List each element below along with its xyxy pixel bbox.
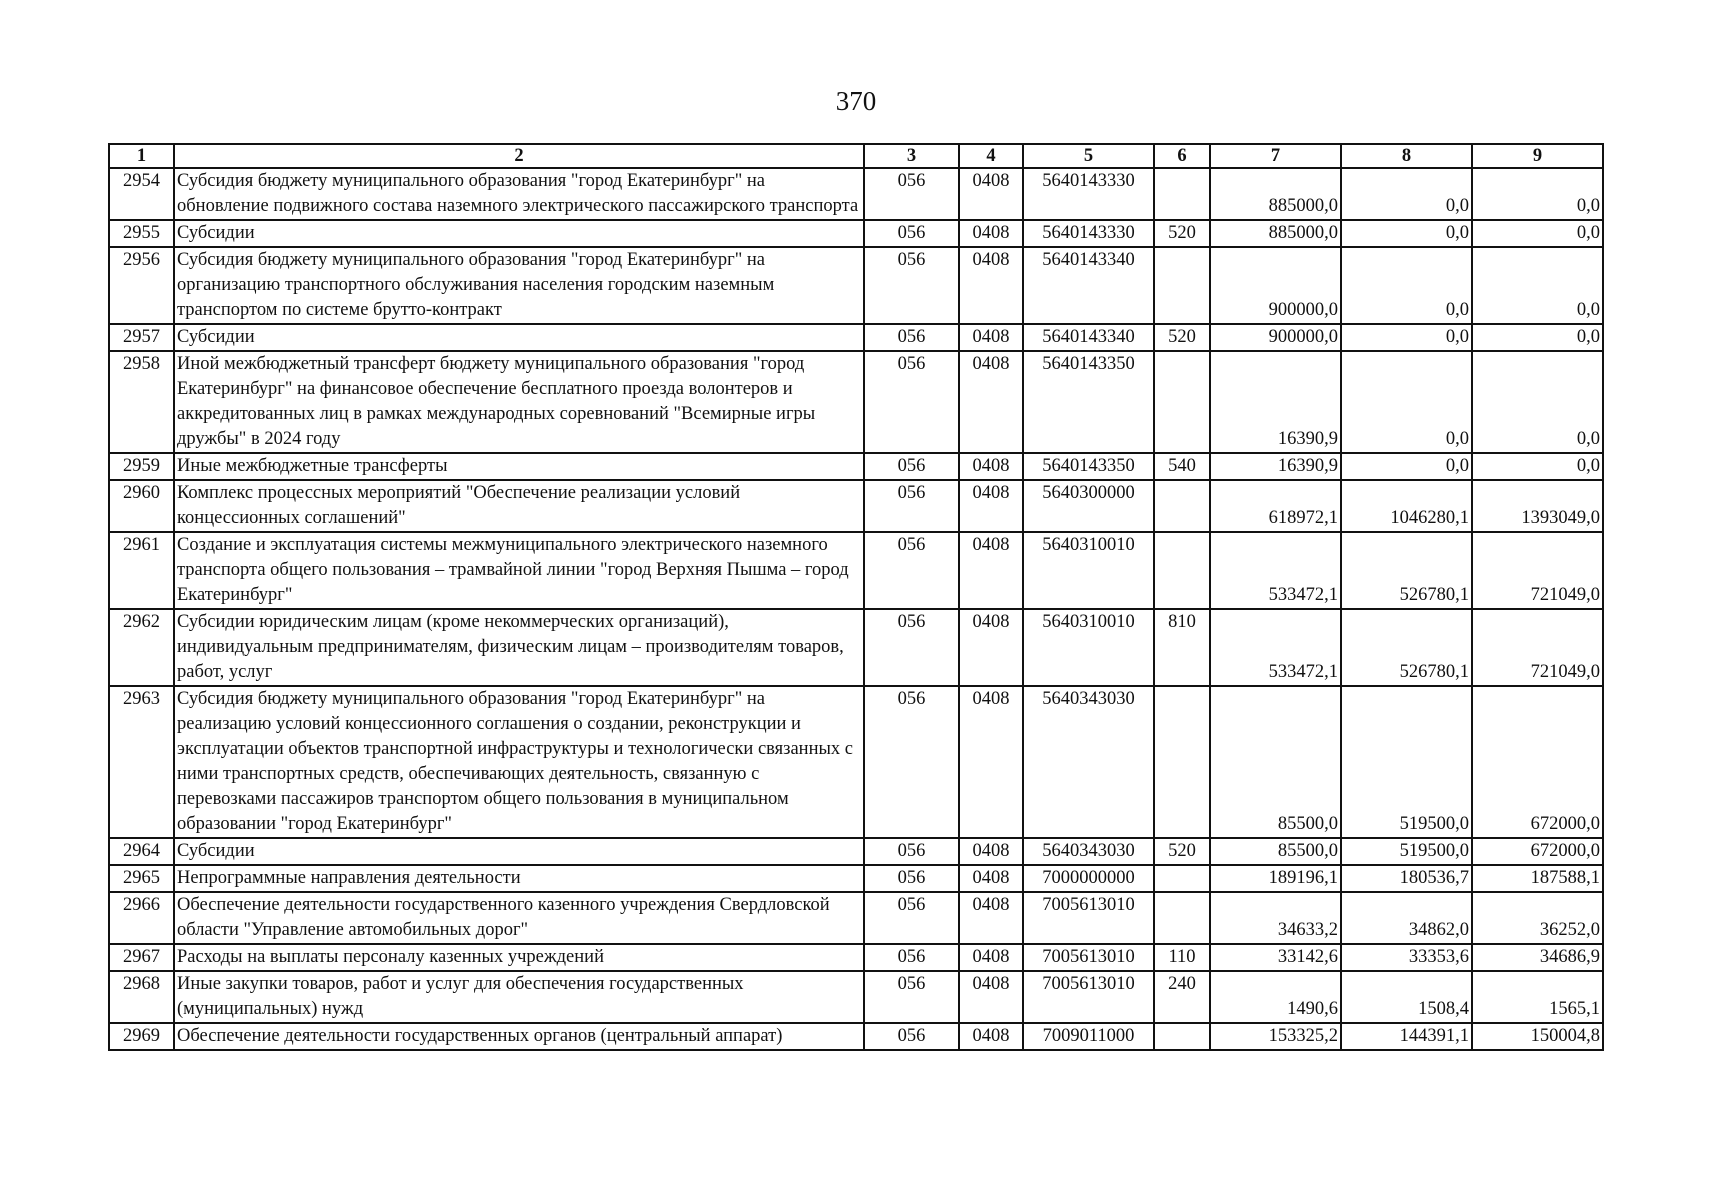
target-article-code: 5640143340 [1023,324,1154,351]
amount-col-7: 885000,0 [1210,220,1341,247]
row-name: Создание и эксплуатация системы межмуниципального электрического наземного транспорта общего пользования – трамвайной линии "город Верхняя Пышма – город Екатеринбург" [174,532,864,609]
column-header: 7 [1210,144,1341,168]
table-row [109,168,1603,220]
ministry-code: 056 [864,1023,959,1050]
row-number: 2964 [109,838,174,865]
row-number: 2962 [109,609,174,686]
section-code: 0408 [959,838,1023,865]
amount-col-7: 533472,1 [1210,532,1341,609]
target-article-code: 7000000000 [1023,865,1154,892]
ministry-code: 056 [864,892,959,944]
expense-type-code [1154,168,1210,220]
amount-col-7: 33142,6 [1210,944,1341,971]
amount-col-9: 0,0 [1472,351,1603,453]
amount-col-9: 0,0 [1472,453,1603,480]
target-article-code: 5640143330 [1023,220,1154,247]
amount-col-7: 900000,0 [1210,324,1341,351]
section-code: 0408 [959,892,1023,944]
row-number: 2956 [109,247,174,324]
amount-col-8: 0,0 [1341,351,1472,453]
amount-col-8: 1508,4 [1341,971,1472,1023]
row-number: 2965 [109,865,174,892]
table-row [109,480,1603,532]
ministry-code: 056 [864,453,959,480]
target-article-code: 5640310010 [1023,532,1154,609]
target-article-code: 5640343030 [1023,838,1154,865]
row-number: 2967 [109,944,174,971]
row-name: Расходы на выплаты персоналу казенных учреждений [174,944,864,971]
amount-col-8: 526780,1 [1341,609,1472,686]
expense-type-code [1154,892,1210,944]
table-row [109,351,1603,453]
row-number: 2955 [109,220,174,247]
target-article-code: 5640143340 [1023,247,1154,324]
amount-col-9: 721049,0 [1472,532,1603,609]
amount-col-8: 0,0 [1341,453,1472,480]
amount-col-7: 885000,0 [1210,168,1341,220]
section-code: 0408 [959,168,1023,220]
amount-col-7: 34633,2 [1210,892,1341,944]
target-article-code: 5640143350 [1023,351,1154,453]
target-article-code: 7005613010 [1023,892,1154,944]
section-code: 0408 [959,686,1023,838]
row-name: Обеспечение деятельности государственного казенного учреждения Свердловской области "Управление автомобильных дорог" [174,892,864,944]
ministry-code: 056 [864,480,959,532]
ministry-code: 056 [864,532,959,609]
amount-col-9: 672000,0 [1472,686,1603,838]
section-code: 0408 [959,971,1023,1023]
section-code: 0408 [959,324,1023,351]
expense-type-code [1154,532,1210,609]
expense-type-code: 110 [1154,944,1210,971]
column-header: 6 [1154,144,1210,168]
row-number: 2959 [109,453,174,480]
row-name: Иные закупки товаров, работ и услуг для обеспечения государственных (муниципальных) нужд [174,971,864,1023]
row-number: 2961 [109,532,174,609]
ministry-code: 056 [864,247,959,324]
row-name: Субсидия бюджету муниципального образования "город Екатеринбург" на обновление подвижного состава наземного электрического пассажирского транспорта [174,168,864,220]
amount-col-7: 189196,1 [1210,865,1341,892]
expense-type-code: 540 [1154,453,1210,480]
row-name: Иные межбюджетные трансферты [174,453,864,480]
ministry-code: 056 [864,865,959,892]
table-row [109,220,1603,247]
ministry-code: 056 [864,838,959,865]
section-code: 0408 [959,247,1023,324]
expense-type-code [1154,480,1210,532]
column-header: 5 [1023,144,1154,168]
section-code: 0408 [959,944,1023,971]
row-number: 2968 [109,971,174,1023]
table-row [109,247,1603,324]
amount-col-8: 1046280,1 [1341,480,1472,532]
table-row [109,532,1603,609]
expense-type-code: 810 [1154,609,1210,686]
target-article-code: 5640300000 [1023,480,1154,532]
amount-col-8: 519500,0 [1341,686,1472,838]
row-number: 2954 [109,168,174,220]
section-code: 0408 [959,609,1023,686]
section-code: 0408 [959,865,1023,892]
amount-col-9: 1565,1 [1472,971,1603,1023]
amount-col-8: 0,0 [1341,324,1472,351]
amount-col-8: 180536,7 [1341,865,1472,892]
budget-table [108,143,1604,1051]
section-code: 0408 [959,1023,1023,1050]
table-row [109,892,1603,944]
target-article-code: 5640343030 [1023,686,1154,838]
row-name: Непрограммные направления деятельности [174,865,864,892]
table-row [109,1023,1603,1050]
row-name: Субсидии [174,220,864,247]
section-code: 0408 [959,220,1023,247]
table-row [109,865,1603,892]
amount-col-7: 85500,0 [1210,686,1341,838]
amount-col-7: 16390,9 [1210,453,1341,480]
ministry-code: 056 [864,351,959,453]
row-number: 2958 [109,351,174,453]
ministry-code: 056 [864,686,959,838]
amount-col-8: 0,0 [1341,168,1472,220]
target-article-code: 7005613010 [1023,971,1154,1023]
row-number: 2963 [109,686,174,838]
section-code: 0408 [959,351,1023,453]
column-header: 3 [864,144,959,168]
expense-type-code [1154,686,1210,838]
target-article-code: 5640143350 [1023,453,1154,480]
row-number: 2960 [109,480,174,532]
row-name: Субсидия бюджету муниципального образования "город Екатеринбург" на организацию транспортного обслуживания населения городским наземным транспортом по системе брутто-контракт [174,247,864,324]
row-name: Обеспечение деятельности государственных органов (центральный аппарат) [174,1023,864,1050]
amount-col-8: 33353,6 [1341,944,1472,971]
column-header: 4 [959,144,1023,168]
expense-type-code: 240 [1154,971,1210,1023]
amount-col-8: 144391,1 [1341,1023,1472,1050]
row-name: Субсидии [174,324,864,351]
amount-col-9: 187588,1 [1472,865,1603,892]
table-row [109,838,1603,865]
expense-type-code [1154,351,1210,453]
amount-col-7: 1490,6 [1210,971,1341,1023]
target-article-code: 7005613010 [1023,944,1154,971]
row-name: Субсидия бюджету муниципального образования "город Екатеринбург" на реализацию условий концессионного соглашения о создании, реконструкции и эксплуатации объектов транспортной инфраструктуры и технологически связанных с ними транспортных средств, обеспечивающих деятельность, связанную с перевозками пассажиров транспортом общего пользования в муниципальном образовании "город Екатеринбург" [174,686,864,838]
table-row [109,971,1603,1023]
expense-type-code: 520 [1154,838,1210,865]
amount-col-9: 672000,0 [1472,838,1603,865]
target-article-code: 5640143330 [1023,168,1154,220]
column-header: 1 [109,144,174,168]
section-code: 0408 [959,453,1023,480]
amount-col-7: 153325,2 [1210,1023,1341,1050]
amount-col-8: 0,0 [1341,220,1472,247]
amount-col-9: 36252,0 [1472,892,1603,944]
row-number: 2957 [109,324,174,351]
table-body [109,168,1603,1050]
ministry-code: 056 [864,971,959,1023]
ministry-code: 056 [864,168,959,220]
target-article-code: 5640310010 [1023,609,1154,686]
row-name: Субсидии юридическим лицам (кроме некоммерческих организаций), индивидуальным предпринимателям, физическим лицам – производителям товаров, работ, услуг [174,609,864,686]
row-name: Субсидии [174,838,864,865]
expense-type-code [1154,247,1210,324]
section-code: 0408 [959,532,1023,609]
column-header: 9 [1472,144,1603,168]
header-row [109,144,1603,168]
amount-col-8: 0,0 [1341,247,1472,324]
column-header: 2 [174,144,864,168]
ministry-code: 056 [864,609,959,686]
page-number: 370 [835,86,877,116]
row-number: 2969 [109,1023,174,1050]
row-number: 2966 [109,892,174,944]
amount-col-7: 900000,0 [1210,247,1341,324]
amount-col-9: 0,0 [1472,220,1603,247]
expense-type-code: 520 [1154,220,1210,247]
table-row [109,324,1603,351]
amount-col-7: 618972,1 [1210,480,1341,532]
amount-col-7: 16390,9 [1210,351,1341,453]
target-article-code: 7009011000 [1023,1023,1154,1050]
amount-col-8: 34862,0 [1341,892,1472,944]
amount-col-7: 85500,0 [1210,838,1341,865]
amount-col-9: 721049,0 [1472,609,1603,686]
amount-col-8: 519500,0 [1341,838,1472,865]
expense-type-code [1154,1023,1210,1050]
amount-col-9: 0,0 [1472,247,1603,324]
table-row [109,944,1603,971]
table-row [109,609,1603,686]
amount-col-9: 0,0 [1472,324,1603,351]
amount-col-9: 1393049,0 [1472,480,1603,532]
amount-col-9: 34686,9 [1472,944,1603,971]
expense-type-code: 520 [1154,324,1210,351]
column-header: 8 [1341,144,1472,168]
expense-type-code [1154,865,1210,892]
row-name: Иной межбюджетный трансферт бюджету муниципального образования "город Екатеринбург" на финансовое обеспечение бесплатного проезда волонтеров и аккредитованных лиц в рамках международных соревнований "Всемирные игры дружбы" в 2024 году [174,351,864,453]
table-row [109,686,1603,838]
table-row [109,453,1603,480]
amount-col-8: 526780,1 [1341,532,1472,609]
row-name: Комплекс процессных мероприятий "Обеспечение реализации условий концессионных соглашений" [174,480,864,532]
amount-col-7: 533472,1 [1210,609,1341,686]
amount-col-9: 0,0 [1472,168,1603,220]
ministry-code: 056 [864,324,959,351]
amount-col-9: 150004,8 [1472,1023,1603,1050]
ministry-code: 056 [864,220,959,247]
ministry-code: 056 [864,944,959,971]
section-code: 0408 [959,480,1023,532]
